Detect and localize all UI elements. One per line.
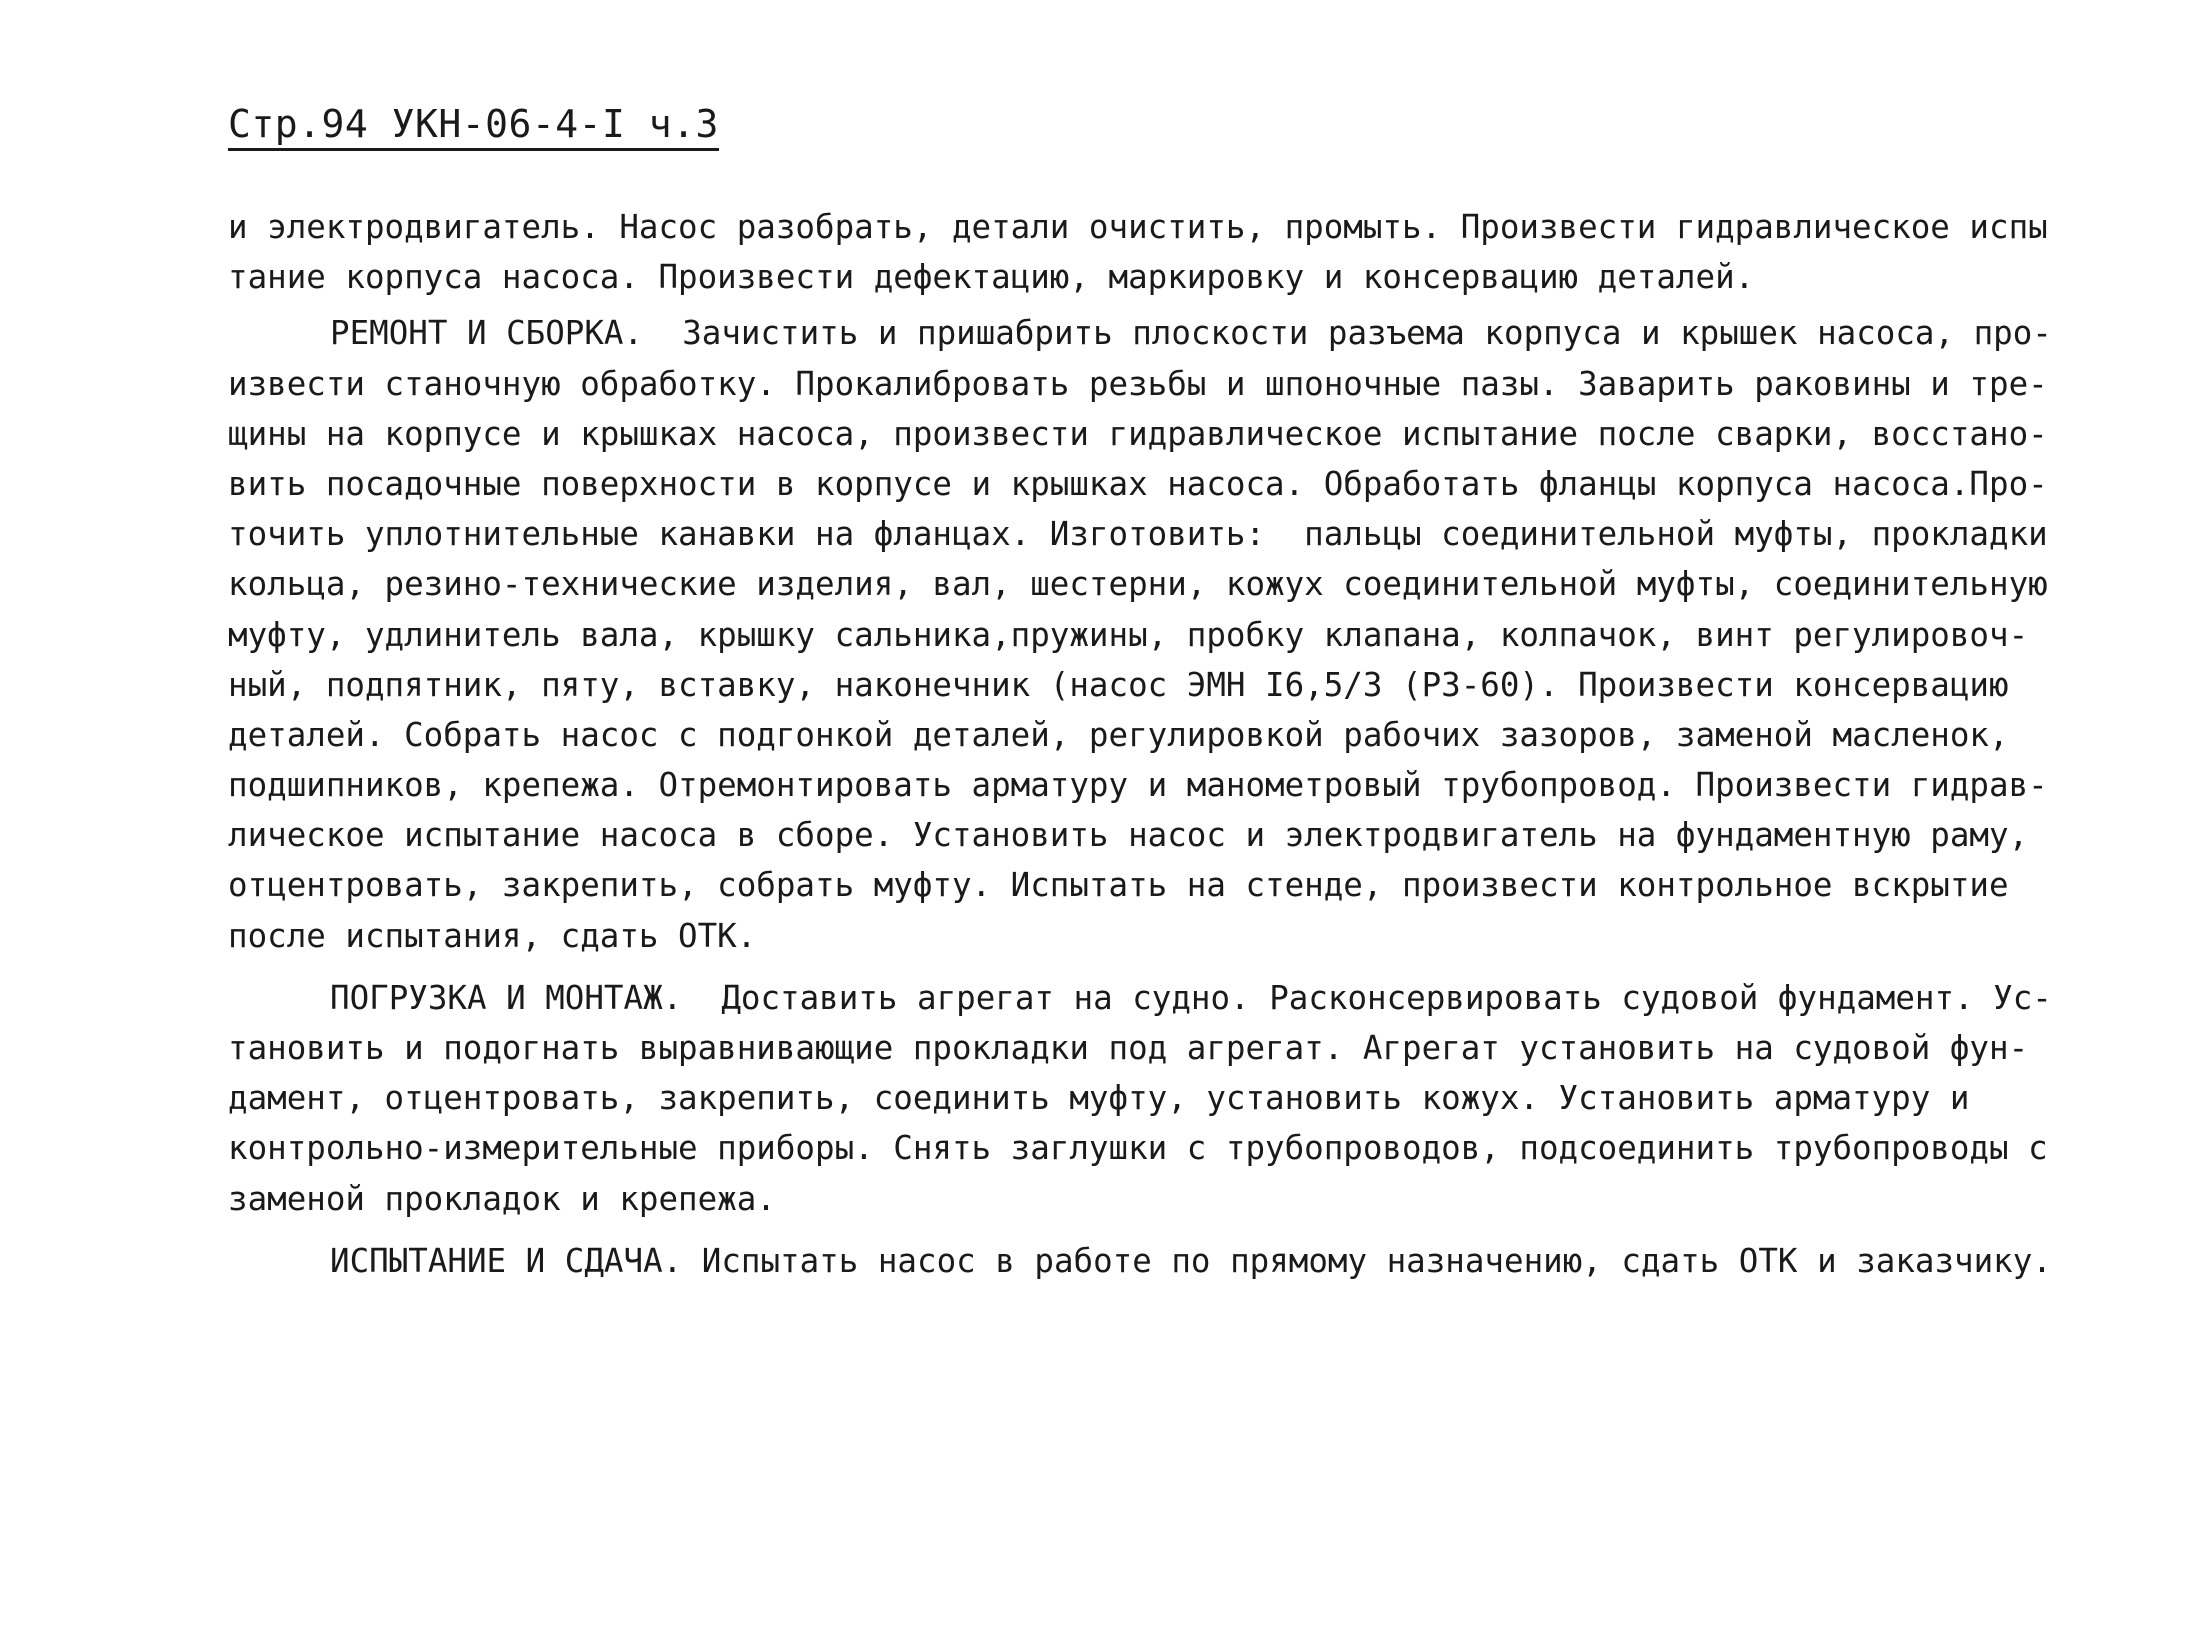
text-line: подшипников, крепежа. Отремонтировать арматуру и манометровый трубопровод. Произвести гидрав- [228,766,2048,805]
text-line: и электродвигатель. Насос разобрать, детали очистить, промыть. Произвести гидравлическое испы [228,208,2048,246]
text-line: заменой прокладок и крепежа. [228,1179,776,1218]
text-line: муфту, удлинитель вала, крышку сальника,пружины, пробку клапана, колпачок, винт регулировоч- [228,615,2029,654]
text-line: лическое испытание насоса в сборе. Установить насос и электродвигатель на фундаментную раму, [228,816,2029,855]
paragraph-loading-installation [228,973,2128,1224]
paragraph-disassembly [228,202,2128,302]
text-line: РЕМОНТ И СБОРКА. Зачистить и пришабрить плоскости разъема корпуса и крышек насоса, про- [330,314,2052,353]
text-line: контрольно-измерительные приборы. Снять заглушки с трубопроводов, подсоединить трубопроводы с [228,1129,2048,1168]
text-line: тание корпуса насоса. Произвести дефектацию, маркировку и консервацию деталей. [228,258,1755,297]
document-body [228,202,2128,1286]
text-line: извести станочную обработку. Прокалибровать резьбы и шпоночные пазы. Заварить раковины и тре- [228,364,2048,403]
text-line: кольца, резино-технические изделия, вал, шестерни, кожух соединительной муфты, соединительную [228,565,2048,604]
text-line: вить посадочные поверхности в корпусе и крышках насоса. Обработать фланцы корпуса насоса.Про- [228,464,2048,503]
text-line: дамент, отцентровать, закрепить, соединить муфту, установить кожух. Установить арматуру и [228,1079,1970,1118]
text-line: отцентровать, закрепить, собрать муфту. Испытать на стенде, произвести контрольное вскрытие [228,866,2009,905]
text-line: ИСПЫТАНИЕ И СДАЧА. Испытать насос в работе по прямому назначению, сдать ОТК и заказчику. [330,1241,2052,1280]
text-line: деталей. Собрать насос с подгонкой деталей, регулировкой рабочих зазоров, заменой масленок, [228,715,2009,754]
text-line: точить уплотнительные канавки на фланцах. Изготовить: пальцы соединительной муфты, прокладки [228,515,2048,554]
paragraph-repair-assembly [228,308,2128,960]
text-line: ПОГРУЗКА И МОНТАЖ. Доставить агрегат на судно. Расконсервировать судовой фундамент. Ус- [330,978,2052,1017]
text-line: после испытания, сдать ОТК. [228,916,757,955]
text-line: ный, подпятник, пяту, вставку, наконечник (насос ЭМН I6,5/3 (РЗ-60). Произвести консервацию [228,665,2009,704]
page-header: Стр.94 УКН-06-4-I ч.3 [228,104,719,151]
text-line: щины на корпусе и крышках насоса, произвести гидравлическое испытание после сварки, восстано- [228,414,2048,453]
text-line: тановить и подогнать выравнивающие прокладки под агрегат. Агрегат установить на судовой фун- [228,1029,2029,1067]
paragraph-testing-delivery [228,1236,2128,1286]
